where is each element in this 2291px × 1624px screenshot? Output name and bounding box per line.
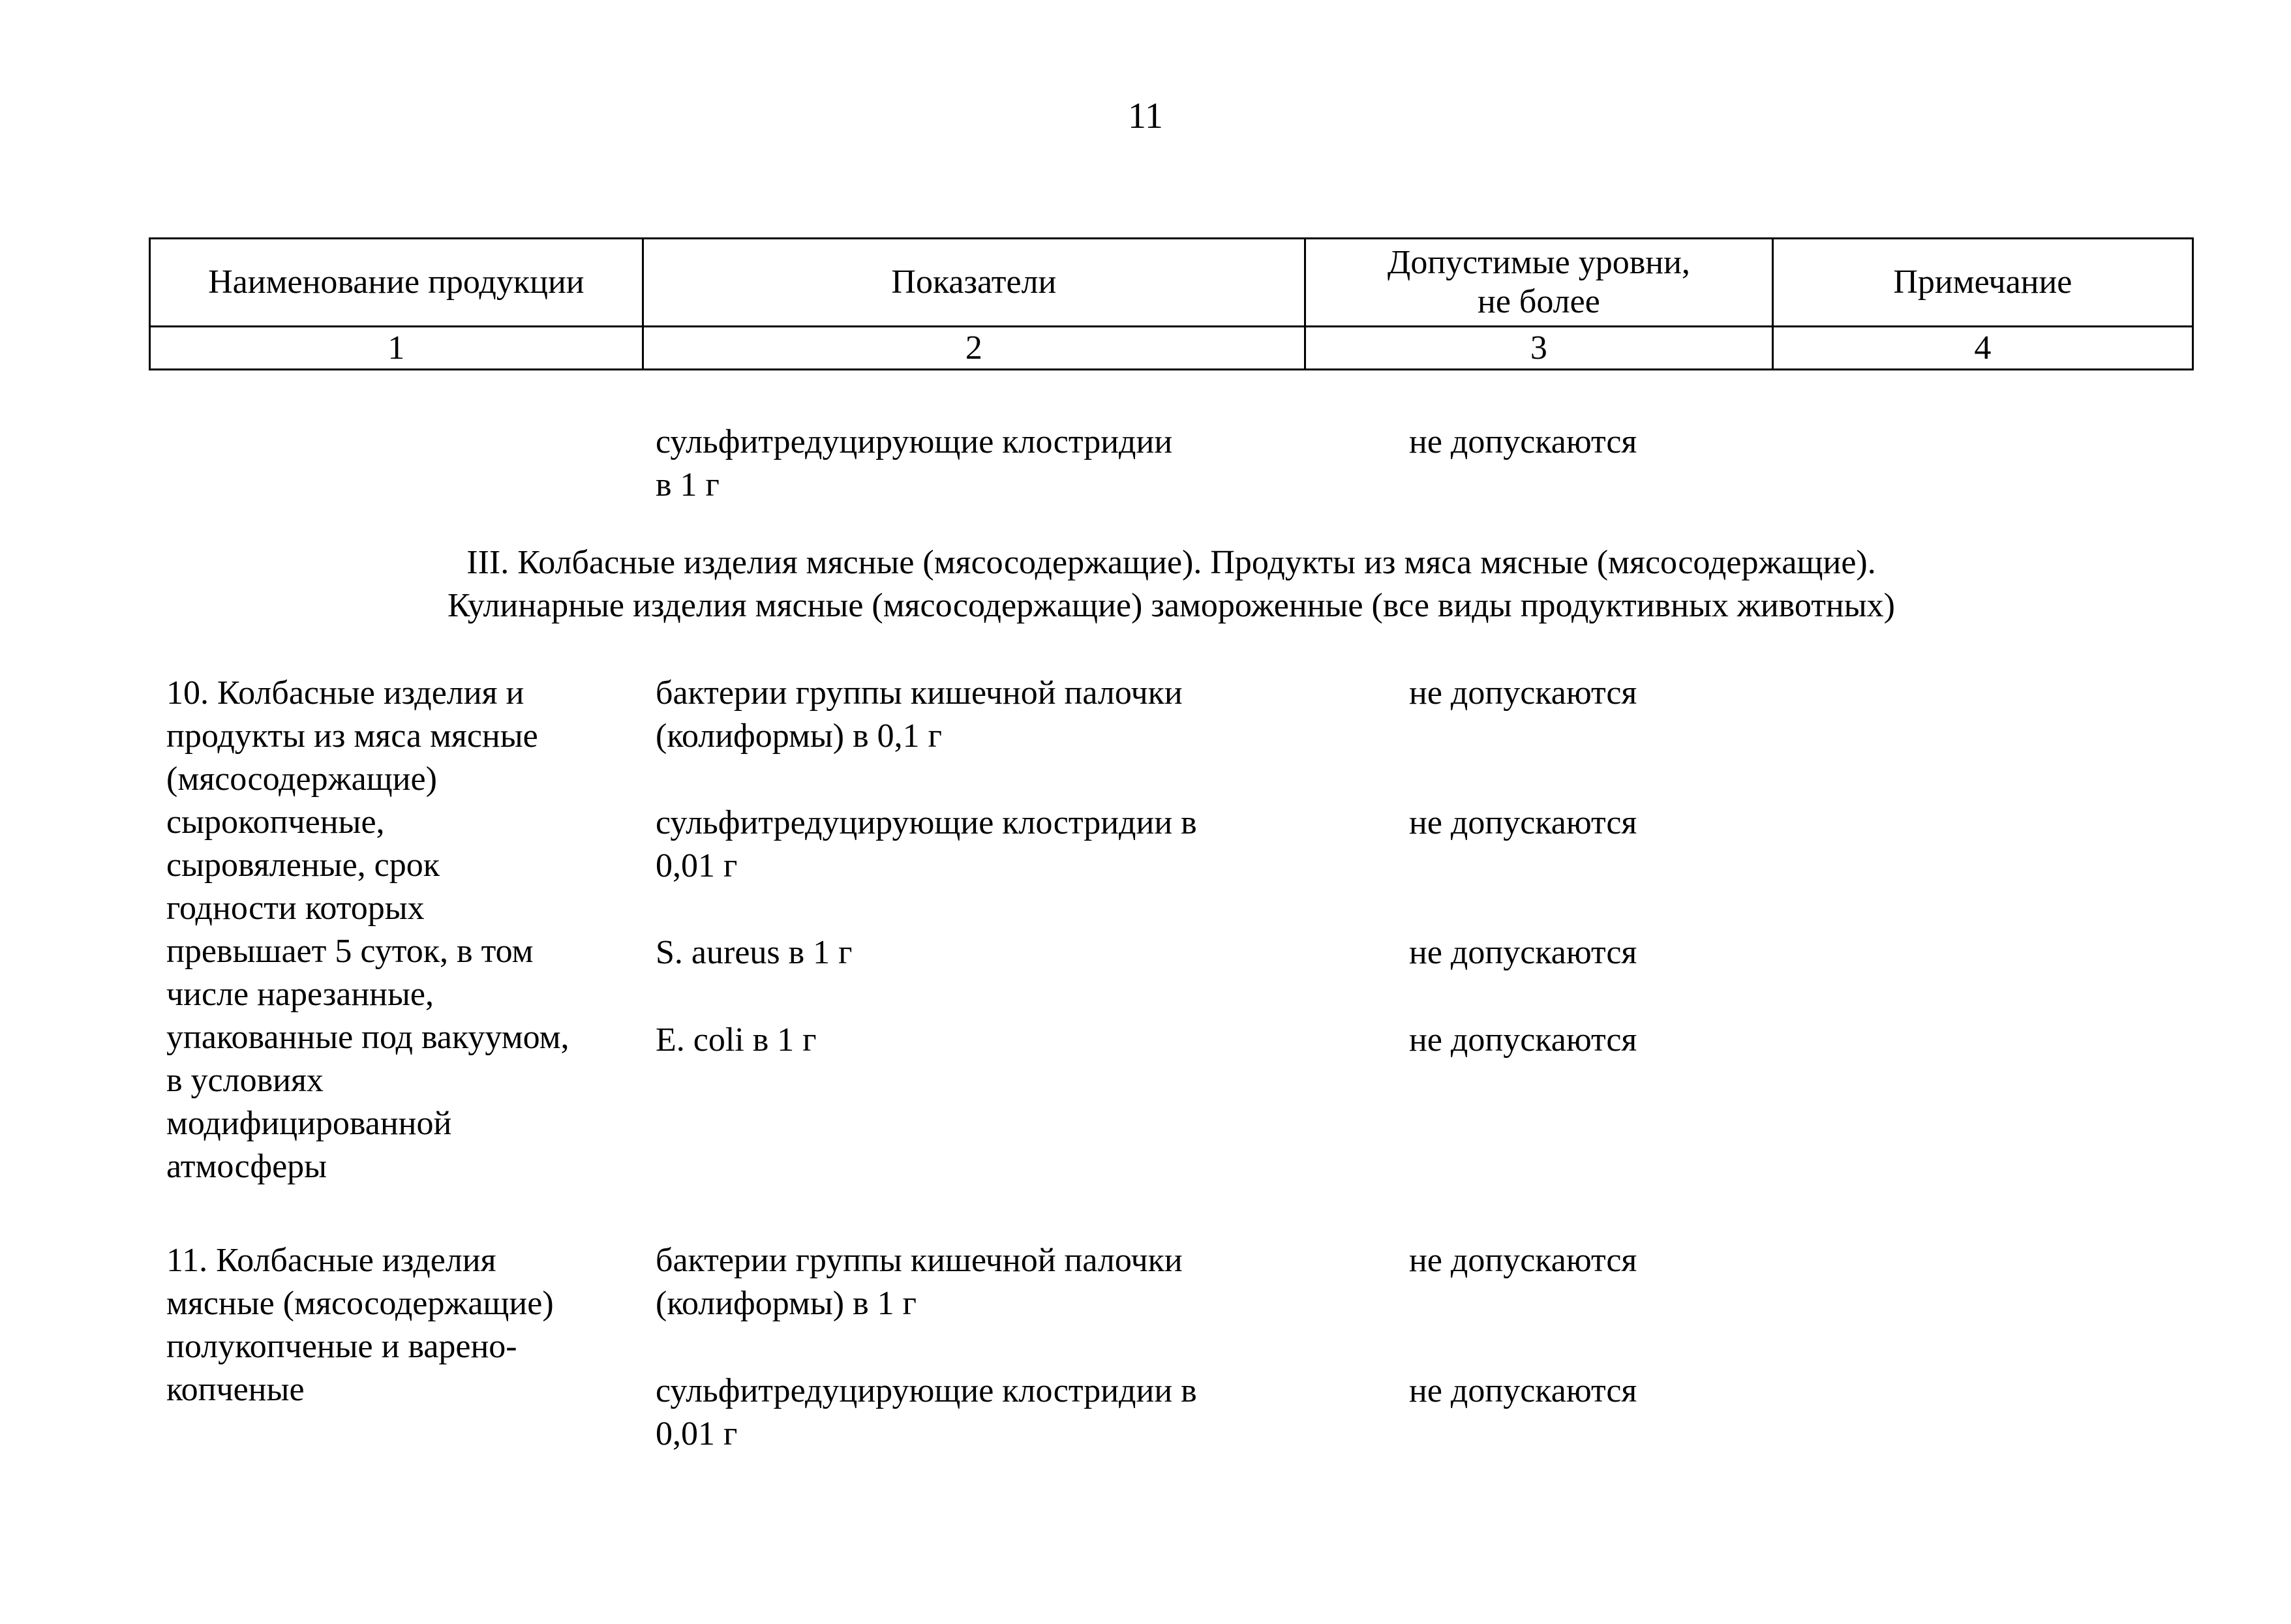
item-10-level-clostridia: не допускаются (1409, 804, 1637, 841)
item-11-indicator-coliforms (656, 1239, 1183, 1325)
indicator-line: (колиформы) в 0,1 г (656, 717, 942, 755)
product-line: сырокопченые, (166, 804, 385, 841)
header-note: Примечание (1772, 239, 2192, 327)
header-number-3: 3 (1305, 327, 1773, 370)
header-permissible-levels-line1: Допустимые уровни, (1387, 244, 1690, 281)
indicator-line: сульфитредуцирующие клостридии в (656, 1372, 1197, 1409)
product-line: упакованные под вакуумом, (166, 1019, 569, 1056)
indicator-line: 0,01 г (656, 1415, 738, 1452)
continuation-indicator-line1: сульфитредуцирующие клостридии (656, 423, 1173, 460)
item-11-level-coliforms: не допускаются (1409, 1242, 1637, 1279)
indicator-line: бактерии группы кишечной палочки (656, 674, 1183, 712)
product-line: сыровяленые, срок (166, 847, 440, 884)
product-line: числе нарезанные, (166, 976, 434, 1013)
page-number: 11 (1128, 96, 1163, 136)
item-10-product (166, 672, 569, 1188)
product-line: мясные (мясосодержащие) (166, 1285, 554, 1322)
indicator-line: сульфитредуцирующие клостридии в (656, 804, 1197, 841)
item-10-level-s-aureus: не допускаются (1409, 934, 1637, 971)
product-line: копченые (166, 1371, 305, 1408)
header-product-name: Наименование продукции (150, 239, 643, 327)
indicator-line: 0,01 г (656, 847, 738, 884)
product-line: (мясосодержащие) (166, 760, 437, 798)
header-indicators: Показатели (643, 239, 1305, 327)
header-numbers-row (150, 327, 2193, 370)
item-11-level-clostridia: не допускаются (1409, 1372, 1637, 1409)
table-header (149, 237, 2194, 370)
product-line: годности которых (166, 890, 425, 927)
header-labels-row (150, 239, 2193, 327)
header-permissible-levels (1305, 239, 1773, 327)
item-10-indicator-s-aureus: S. aureus в 1 г (656, 934, 853, 971)
header-number-2: 2 (643, 327, 1305, 370)
continuation-indicator (656, 421, 1172, 507)
item-10-indicator-e-coli: E. coli в 1 г (656, 1021, 817, 1059)
continuation-level: не допускаются (1409, 423, 1637, 460)
header-number-4: 4 (1772, 327, 2192, 370)
item-10-indicator-clostridia (656, 802, 1197, 888)
indicator-line: бактерии группы кишечной палочки (656, 1242, 1183, 1279)
header-permissible-levels-line2: не более (1477, 283, 1600, 320)
item-10-level-e-coli: не допускаются (1409, 1021, 1637, 1059)
section-heading (149, 541, 2194, 627)
section-heading-line2: Кулинарные изделия мясные (мясосодержащие) замороженные (все виды продуктивных животных) (447, 587, 1895, 624)
product-line: в условиях (166, 1062, 324, 1099)
item-10-level-coliforms: не допускаются (1409, 674, 1637, 712)
item-11-indicator-clostridia (656, 1370, 1197, 1456)
item-10-indicator-coliforms (656, 672, 1183, 758)
product-line: модифицированной (166, 1105, 452, 1142)
product-line: превышает 5 суток, в том (166, 933, 534, 970)
header-number-1: 1 (150, 327, 643, 370)
product-line: 11. Колбасные изделия (166, 1242, 496, 1279)
product-line: полукопченые и варено- (166, 1328, 517, 1365)
continuation-indicator-line2: в 1 г (656, 466, 720, 504)
product-line: продукты из мяса мясные (166, 717, 538, 755)
product-line: 10. Колбасные изделия и (166, 674, 524, 712)
section-heading-line1: III. Колбасные изделия мясные (мясосодержащие). Продукты из мяса мясные (мясосодержащие). (466, 544, 1876, 581)
item-11-product (166, 1239, 554, 1411)
indicator-line: (колиформы) в 1 г (656, 1285, 917, 1322)
product-line: атмосферы (166, 1148, 327, 1185)
